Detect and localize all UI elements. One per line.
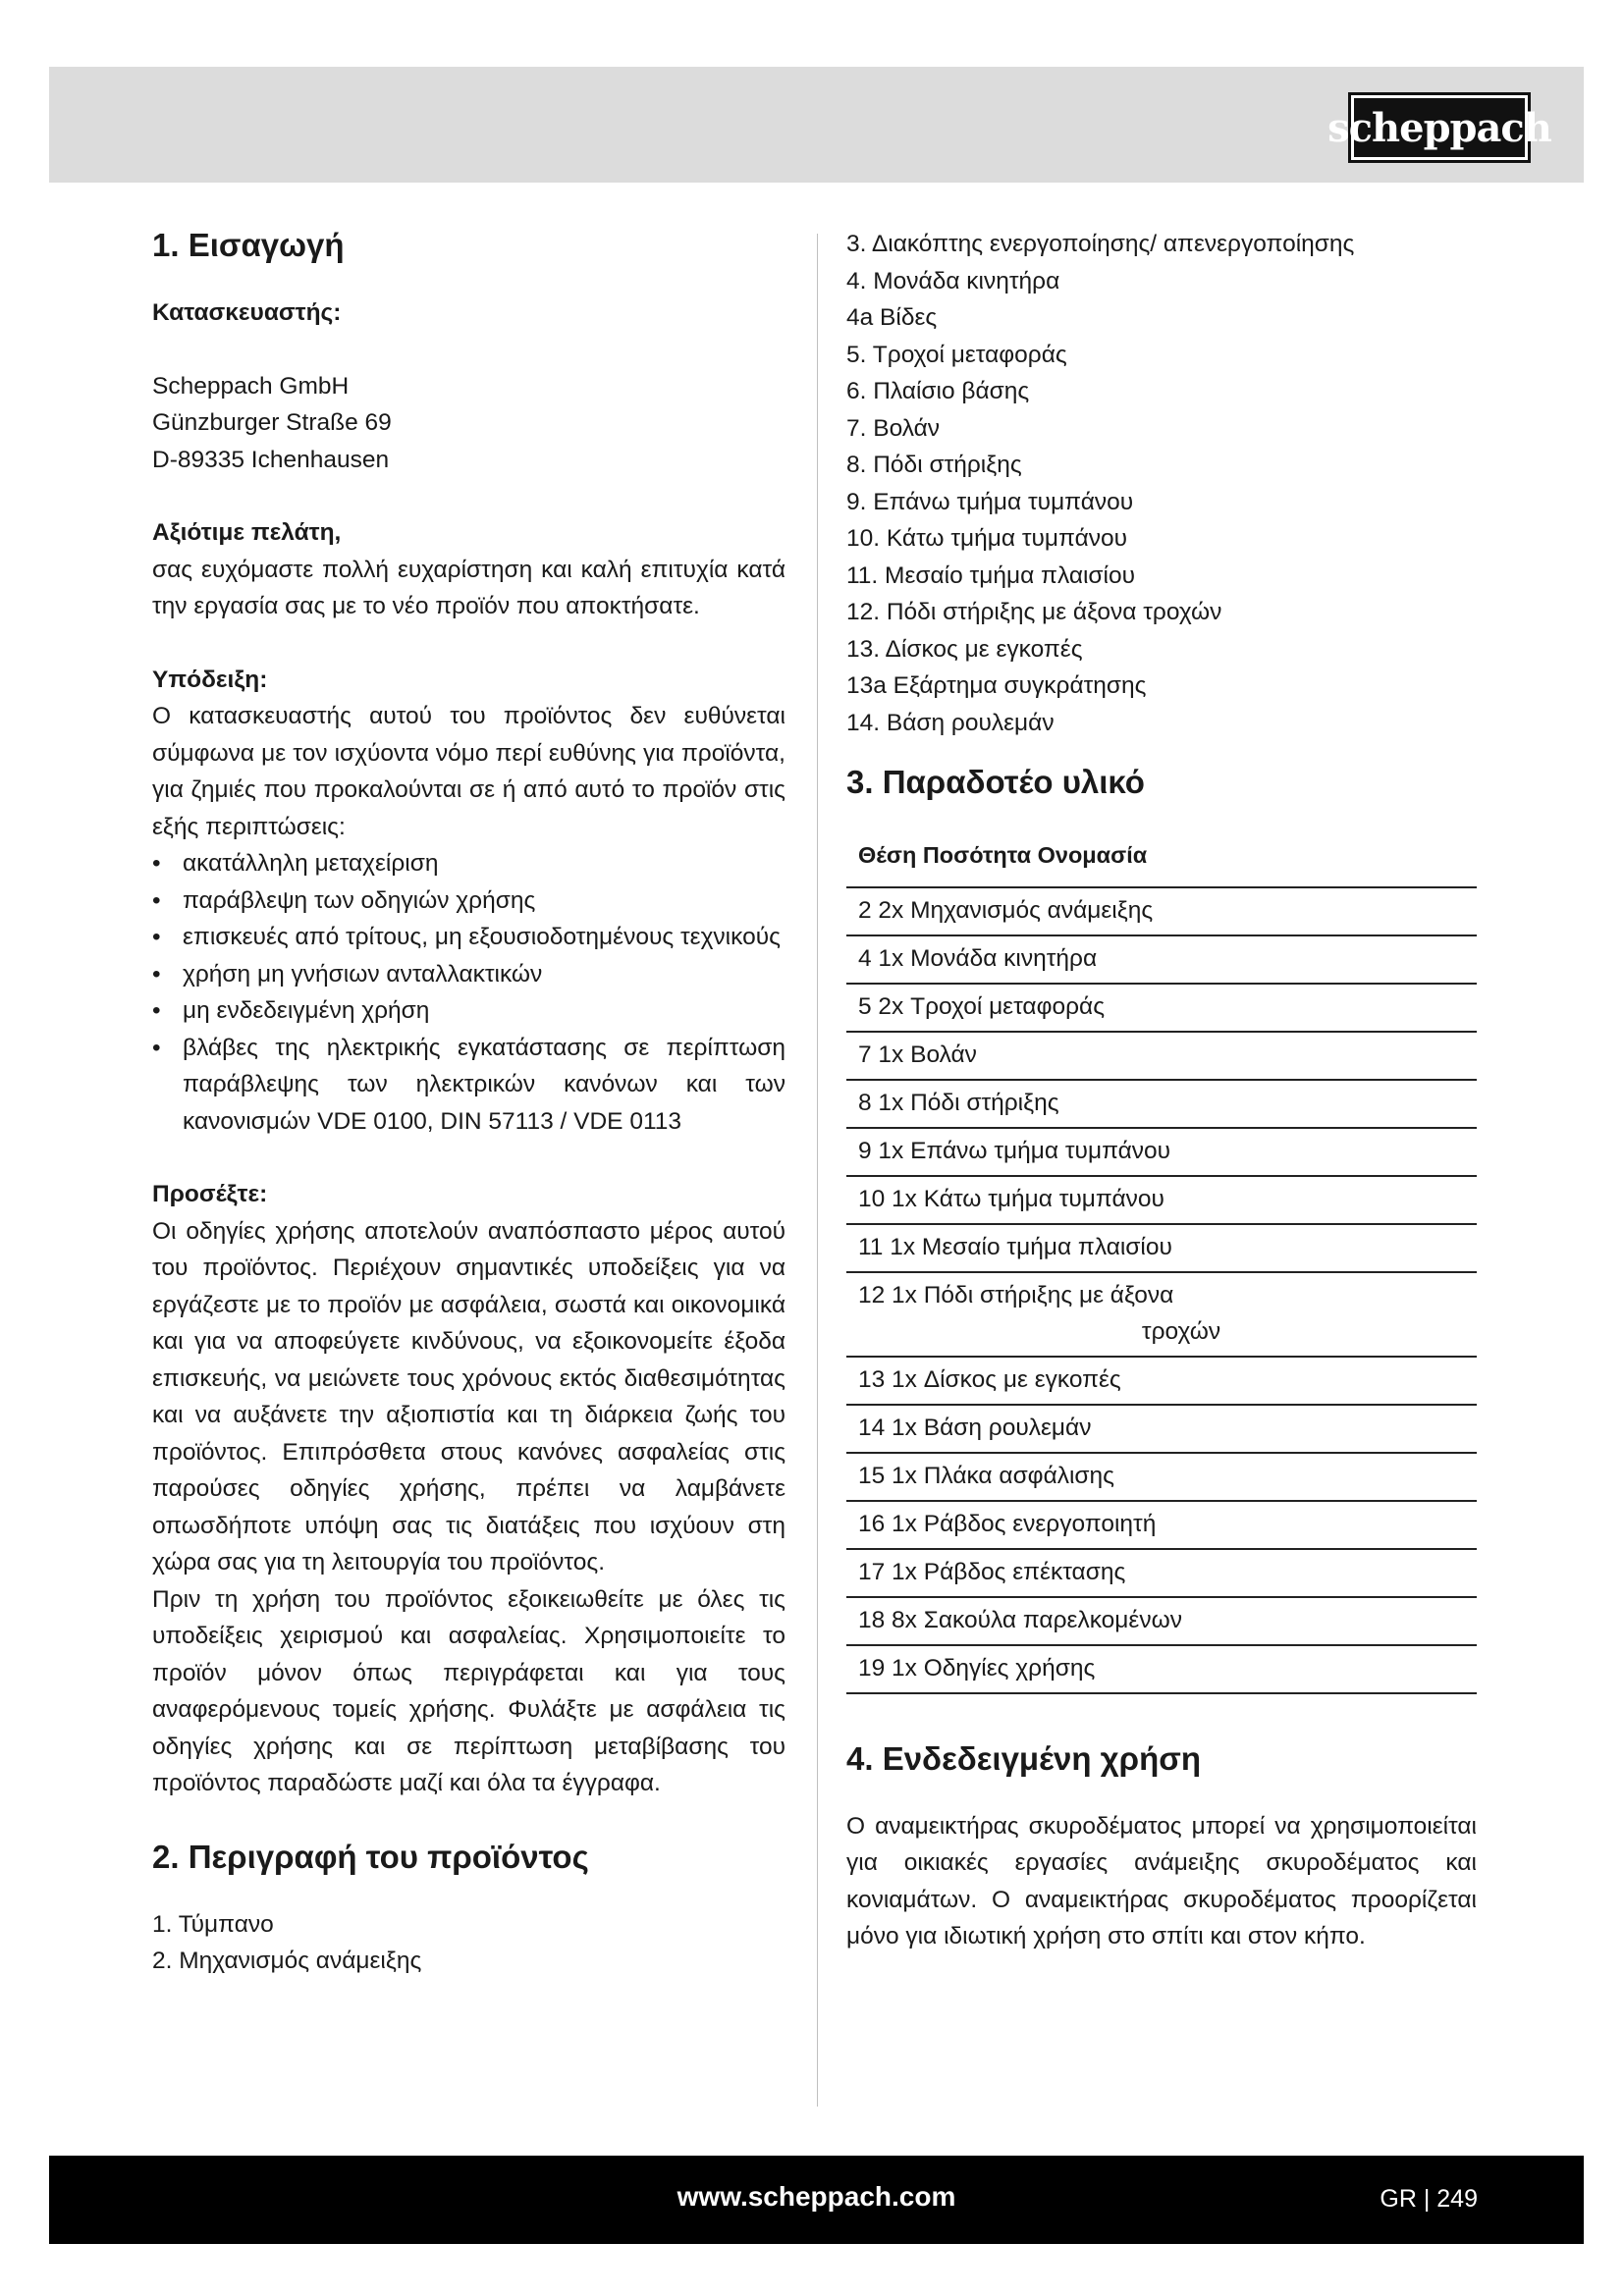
table-cell: 12 1x Πόδι στήριξης με άξονα (858, 1281, 1174, 1308)
list-item: 8. Πόδι στήριξης (846, 452, 1022, 478)
column-divider (817, 234, 818, 2107)
table-row: 2 2x Μηχανισμός ανάμειξης (846, 888, 1477, 936)
footer-url[interactable]: www.scheppach.com (677, 2181, 956, 2212)
table-row: 13 1x Δίσκος με εγκοπές (846, 1358, 1477, 1406)
table-row: 19 1x Οδηγίες χρήσης (846, 1646, 1477, 1694)
delivery-table (846, 829, 1477, 1694)
list-item: 2. Μηχανισμός ανάμειξης (152, 1948, 422, 1974)
table-row: 10 1x Κάτω τμήμα τυμπάνου (846, 1177, 1477, 1225)
section-1-title: 1. Εισαγωγή (152, 227, 345, 263)
section-4-title: 4. Ενδεδειγμένη χρήση (846, 1739, 1201, 1777)
scheppach-logo: scheppach (1348, 92, 1531, 163)
list-item: 9. Επάνω τμήμα τυμπάνου (846, 488, 1134, 515)
attention-paragraph-2: Πριν τη χρήση του προϊόντος εξοικειωθείτε με όλες τις υποδείξεις χειρισμού και ασφαλείας. Χρησιμοποιείτε το προϊόν μόνον όπως περιγράφεται και για τους αναφερόμενους τομείς χρήσης. Φυλάξτε με ασφάλεια τις οδηγίες χρήσης και σε περίπτωση μεταβίβασης του προϊόντος παραδώστε μαζί και όλα τα έγγραφα. (152, 1585, 785, 1796)
table-row: 8 1x Πόδι στήριξης (846, 1081, 1477, 1129)
list-item: 6. Πλαίσιο βάσης (846, 378, 1030, 404)
address-line: Günzburger Straße 69 (152, 409, 392, 436)
list-item: 10. Κάτω τμήμα τυμπάνου (846, 525, 1128, 552)
dear-customer-text: σας ευχόμαστε πολλή ευχαρίστηση και καλή επιτυχία κατά την εργασία σας με το νέο προϊόν που αποκτήσατε. (152, 556, 785, 619)
list-item: • επισκευές από τρίτους, μη εξουσιοδοτημένους τεχνικούς (152, 919, 785, 956)
note-label: Υπόδειξη: (152, 666, 268, 693)
page-number: GR | 249 (1380, 2185, 1478, 2213)
table-row: 11 1x Μεσαίο τμήμα πλαισίου (846, 1225, 1477, 1273)
list-item: • βλάβες της ηλεκτρικής εγκατάστασης σε περίπτωση παράβλεψης των ηλεκτρικών κανόνων και των κανονισμών VDE 0100, DIN 57113 / VDE 0113 (152, 1030, 785, 1141)
table-row: 7 1x Βολάν (846, 1033, 1477, 1081)
section-3-title: 3. Παραδοτέο υλικό (846, 764, 1145, 800)
table-row: 18 8x Σακούλα παρελκομένων (846, 1598, 1477, 1646)
table-row: 5 2x Τροχοί μεταφοράς (846, 985, 1477, 1033)
attention-label: Προσέξτε: (152, 1181, 268, 1207)
list-item: • μη ενδεδειγμένη χρήση (152, 992, 785, 1030)
list-item: 14. Βάση ρουλεμάν (846, 709, 1055, 736)
table-cell-continuation: τροχών (1141, 1317, 1221, 1345)
footer-band (49, 2156, 1584, 2244)
table-row: 17 1x Ράβδος επέκτασης (846, 1550, 1477, 1598)
note-text: Ο κατασκευαστής αυτού του προϊόντος δεν ευθύνεται σύμφωνα με τον ισχύοντα νόμο περί ευθύνης για προϊόντα, για ζημιές που προκαλούνται σε ή από αυτό το προϊόν στις εξής περιπτώσεις: (152, 703, 785, 840)
table-row: 14 1x Βάση ρουλεμάν (846, 1406, 1477, 1454)
manufacturer-label: Κατασκευαστής: (152, 299, 342, 326)
table-row: 16 1x Ράβδος ενεργοποιητή (846, 1502, 1477, 1550)
table-row: 9 1x Επάνω τμήμα τυμπάνου (846, 1129, 1477, 1177)
table-header: Θέση Ποσότητα Ονομασία (846, 829, 1477, 888)
table-row: 15 1x Πλάκα ασφάλισης (846, 1454, 1477, 1502)
list-item: 4. Μονάδα κινητήρα (846, 267, 1060, 294)
list-item: 11. Μεσαίο τμήμα πλαισίου (846, 561, 1136, 589)
list-item: 5. Τροχοί μεταφοράς (846, 341, 1067, 368)
address-line: Scheppach GmbH (152, 372, 350, 400)
list-item: 7. Βολάν (846, 414, 941, 442)
list-item: • ακατάλληλη μεταχείριση (152, 845, 785, 882)
list-item: 4a Βίδες (846, 304, 938, 331)
list-item: 13a Εξάρτημα συγκράτησης (846, 672, 1147, 699)
section-2-title: 2. Περιγραφή του προϊόντος (152, 1838, 589, 1875)
right-column (846, 226, 1477, 1955)
address-line: D-89335 Ichenhausen (152, 446, 390, 473)
list-item: 13. Δίσκος με εγκοπές (846, 635, 1083, 663)
list-item: 3. Διακόπτης ενεργοποίησης/ απενεργοποίησης (846, 231, 1355, 257)
table-row (846, 1273, 1477, 1358)
attention-paragraph-1: Οι οδηγίες χρήσης αποτελούν αναπόσπαστο μέρος αυτού του προϊόντος. Περιέχουν σημαντικές υποδείξεις για να εργάζεστε με το προϊόν με ασφάλεια, σωστά και οικονομικά και για να αποφεύγετε κινδύνους, να εξοικονομείτε έξοδα επισκευής, να μειώνετε τους χρόνους εκτός διαθεσιμότητας και να αυξάνετε την αξιοπιστία και τη διάρκεια ζωής του προϊόντος. Επιπρόσθετα στους κανόνες ασφαλείας στις παρούσες οδηγίες χρήσης, πρέπει να λαμβάνετε οπωσδήποτε υπόψη σας τις διατάξεις που ισχύουν στη χώρα σας για τη λειτουργία του προϊόντος. (152, 1217, 785, 1575)
list-item: 1. Τύμπανο (152, 1910, 274, 1938)
list-item: 12. Πόδι στήριξης με άξονα τροχών (846, 599, 1222, 625)
left-column (152, 226, 785, 1980)
list-item: • παράβλεψη των οδηγιών χρήσης (152, 882, 785, 920)
intended-use-text: Ο αναμεικτήρας σκυροδέματος μπορεί να χρησιμοποιείται για οικιακές εργασίες ανάμειξης σκυροδέματος και κονιαμάτων. Ο αναμεικτήρας σκυροδέματος προορίζεται μόνο για ιδιωτική χρήση στο σπίτι και στον κήπο. (846, 1812, 1477, 1949)
note-bullet-list (152, 845, 785, 1140)
header-band (49, 67, 1584, 183)
dear-customer-label: Αξιότιμε πελάτη, (152, 519, 342, 546)
table-row: 4 1x Μονάδα κινητήρα (846, 936, 1477, 985)
list-item: • χρήση μη γνήσιων ανταλλακτικών (152, 956, 785, 993)
